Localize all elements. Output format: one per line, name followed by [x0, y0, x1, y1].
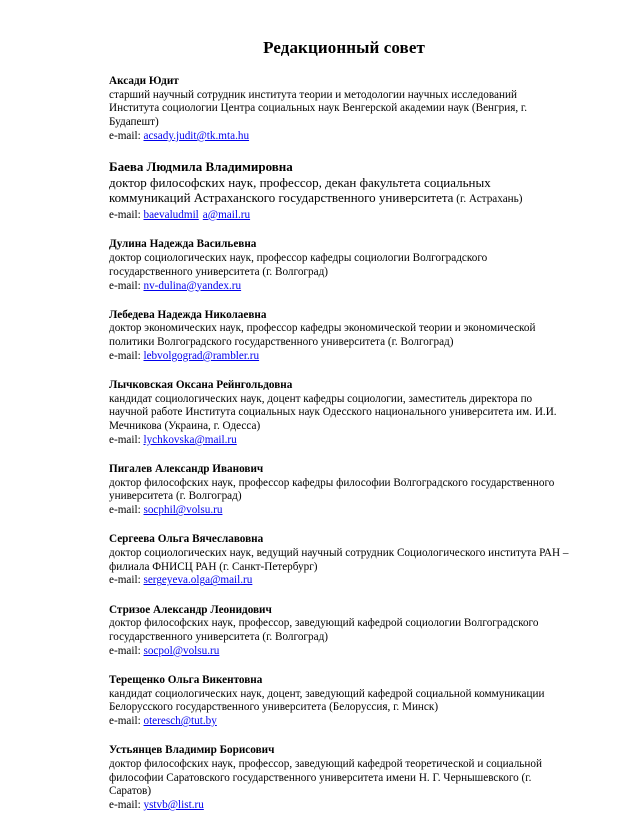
- member-name: Баева Людмила Владимировна: [109, 159, 293, 175]
- member-name: Лычковская Оксана Рейнгольдовна: [109, 379, 293, 392]
- member-email-line: [109, 130, 569, 144]
- email-label: e-mail:: [109, 574, 144, 587]
- member-entry: [109, 309, 569, 364]
- member-description: доктор социологических наук, профессор кафедры социологии Волгоградского государственного университета (г. Волгоград): [109, 252, 488, 278]
- email-link[interactable]: acsady.judit@tk.mta.hu: [143, 129, 250, 142]
- email-label: e-mail:: [109, 433, 144, 446]
- member-entry: [109, 744, 569, 813]
- member-email-line: [109, 350, 569, 364]
- member-description-main: доктор философских наук, профессор, декан факультета социальных коммуникаций Астраханского государственного университета: [109, 174, 491, 206]
- member-description: старший научный сотрудник института теории и методологии научных исследований Института социологии Центра социальных наук Венгерской академии наук (Венгрия, г. Будапешт): [109, 88, 528, 129]
- member-description: [109, 175, 569, 208]
- email-label: e-mail:: [109, 208, 144, 221]
- member-email-line: [109, 434, 569, 448]
- member-entry: [109, 674, 569, 729]
- member-email-line: [109, 715, 569, 729]
- email-link[interactable]: socpol@volsu.ru: [143, 644, 220, 657]
- email-label: e-mail:: [109, 349, 144, 362]
- member-name: Лебедева Надежда Николаевна: [109, 308, 267, 321]
- email-link[interactable]: socphil@volsu.ru: [143, 504, 223, 517]
- page-title: Редакционный совет: [263, 38, 425, 57]
- member-name: Устьянцев Владимир Борисович: [109, 744, 275, 757]
- member-email-line: [109, 645, 569, 659]
- email-link[interactable]: nv-dulina@yandex.ru: [143, 279, 242, 292]
- member-description-city: (г. Астрахань): [453, 193, 523, 206]
- email-link[interactable]: ystvb@list.ru: [143, 799, 204, 812]
- member-email-line: [109, 280, 569, 294]
- member-entry: [109, 533, 569, 588]
- email-label: e-mail:: [109, 715, 144, 728]
- member-description: доктор философских наук, профессор, заведующий кафедрой социологии Волгоградского государственного университета (г. Волгоград): [109, 617, 539, 644]
- member-entry: [109, 604, 569, 659]
- member-name: Сергеева Ольга Вячеславовна: [109, 533, 264, 546]
- member-email-line: [109, 504, 569, 518]
- member-entry: [109, 159, 569, 223]
- email-label: e-mail:: [109, 799, 144, 812]
- email-label: e-mail:: [109, 129, 144, 142]
- member-entry: [109, 463, 569, 518]
- member-name: Терещенко Ольга Викентовна: [109, 673, 263, 686]
- email-link[interactable]: oteresch@tut.by: [143, 715, 217, 728]
- member-name: Пигалев Александр Иванович: [109, 463, 264, 476]
- member-entry: [109, 238, 569, 293]
- email-link[interactable]: lebvolgograd@rambler.ru: [143, 349, 260, 362]
- email-label: e-mail:: [109, 504, 144, 517]
- member-name: Аксади Юдит: [109, 75, 179, 87]
- editorial-board-page: [109, 38, 569, 828]
- member-entry: [109, 379, 569, 448]
- email-link[interactable]: sergeyeva.olga@mail.ru: [143, 574, 253, 587]
- member-email-line: [109, 574, 569, 588]
- member-description: доктор философских наук, профессор кафедры философии Волгоградского государственного университета (г. Волгоград): [109, 476, 555, 503]
- member-description: доктор экономических наук, профессор кафедры экономической теории и экономической политики Волгоградского государственного университета (г. Волгоград): [109, 322, 536, 349]
- member-name: Стризое Александр Леонидович: [109, 603, 272, 616]
- member-description: доктор социологических наук, ведущий научный сотрудник Социологического института РАН – филиала ФНИСЦ РАН (г. Санкт-Петербург): [109, 547, 569, 573]
- member-email-line: [109, 208, 569, 224]
- email-link[interactable]: baevaludmil: [143, 208, 199, 221]
- email-link[interactable]: lychkovska@mail.ru: [143, 433, 237, 446]
- member-name: Дулина Надежда Васильевна: [109, 238, 257, 251]
- email-label: e-mail:: [109, 644, 144, 657]
- member-entry: [109, 75, 569, 144]
- email-label: e-mail:: [109, 279, 144, 292]
- member-description: доктор философских наук, профессор, заведующий кафедрой теоретической и социальной философии Саратовского государственного университета имени Н. Г. Чернышевского (г. Саратов): [109, 757, 542, 798]
- member-email-line: [109, 799, 569, 813]
- member-list: [109, 75, 569, 813]
- member-description: кандидат социологических наук, доцент кафедры социологии, заместитель директора по научной работе Института социальных наук Одесского национального университета им. И.И. Мечникова (Украина, г. Одесса): [109, 392, 557, 433]
- member-description: кандидат социологических наук, доцент, заведующий кафедрой социальной коммуникации Белорусского государственного университета (Белоруссия, г. Минск): [109, 687, 545, 714]
- email-link[interactable]: a@mail.ru: [202, 208, 251, 221]
